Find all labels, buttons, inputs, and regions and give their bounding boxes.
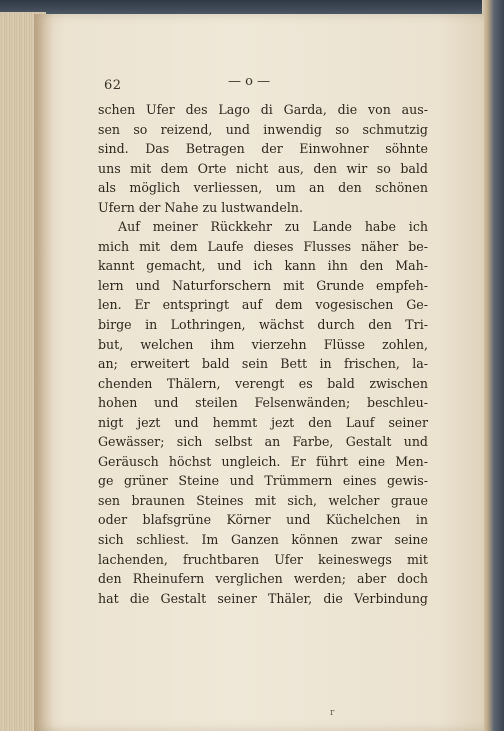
gutter-shadow [34,14,54,731]
text-line: but, welchen ihm vierzehn Flüsse zohlen, [98,336,428,352]
text-line: oder blafsgrüne Körner und Küchelchen in [98,512,428,528]
text-line: birge in Lothringen, wächst durch den Tri- [98,317,428,333]
text-line: lachenden, fruchtbaren Ufer keineswegs mit [98,551,428,567]
text-line: uns mit dem Orte nicht aus, den wir so bald [98,160,428,176]
text-line: Ufern der Nahe zu lustwandeln. [98,199,303,215]
text-line: Gewässer; sich selbst an Farbe, Gestalt und [98,434,428,450]
text-line: ge grüner Steine und Trümmern eines gewis- [98,473,428,489]
text-line: hat die Gestalt seiner Thäler, die Verbindung [98,590,428,606]
text-line: an; erweitert bald sein Bett in frischen, la- [98,356,428,372]
text-line: sen braunen Steines mit sich, welcher graue [98,492,428,508]
text-line: chenden Thälern, verengt es bald zwischen [98,375,428,391]
text-line: len. Er entspringt auf dem vogesischen Ge- [98,297,428,313]
text-line: Geräusch höchst ungleich. Er führt eine Men- [98,453,428,469]
text-line: nigt jezt und hemmt jezt den Lauf seiner [98,414,428,430]
text-line: den Rheinufern verglichen werden; aber doch [98,571,428,587]
book-cover-right-edge [482,0,504,731]
header-ornament: — o — [228,74,271,89]
signature-mark: r [330,708,335,718]
text-line: schen Ufer des Lago di Garda, die von aus- [98,102,428,117]
text-line: sich schliest. Im Ganzen können zwar seine [98,532,428,548]
text-line: Auf meiner Rückkehr zu Lande habe ich [118,219,428,235]
text-line: sind. Das Betragen der Einwohner söhnte [98,141,428,157]
body-text [98,100,428,608]
text-line: kannt gemacht, und ich kann ihn den Mah- [98,258,428,274]
text-line: sen so reizend, und inwendig so schmutzig [98,121,428,137]
text-line: lern und Naturforschern mit Grunde empfeh- [98,277,428,293]
text-line: hohen und steilen Felsenwänden; beschleu- [98,395,428,411]
text-line: als möglich verliessen, um an den schönen [98,180,428,196]
page-number: 62 [104,78,122,93]
text-line: mich mit dem Laufe dieses Flusses näher be- [98,238,428,254]
